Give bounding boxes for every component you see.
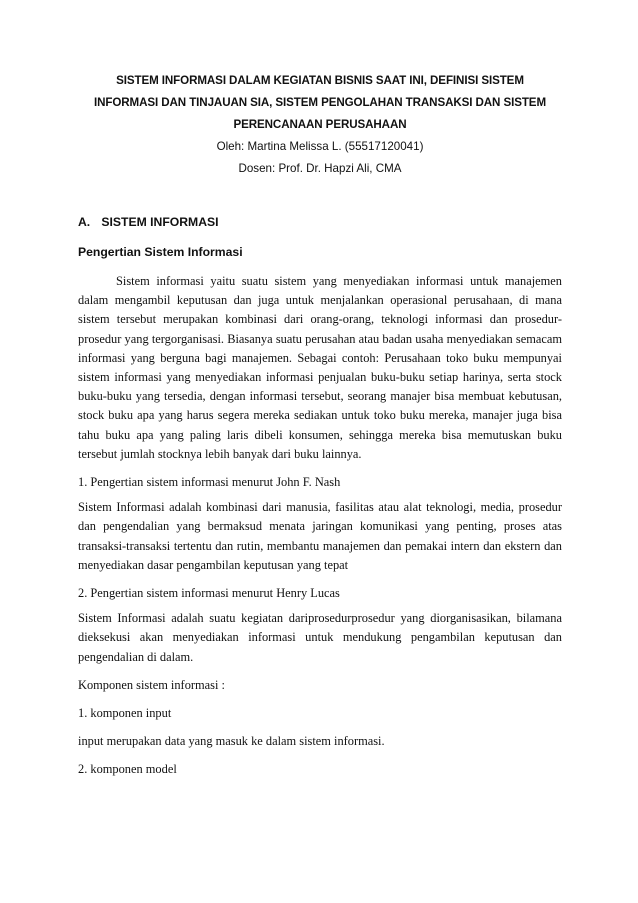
components-heading: Komponen sistem informasi :: [78, 677, 225, 692]
definition-1-text: Sistem Informasi adalah kombinasi dari manusia, fasilitas atau alat teknologi, media, prosedur dan pengendalian yang bermaksud menata jaringan komunikasi yang penting, proses atas transaksi-transaksi tertentu dan rutin, membantu manajemen dan pemakai intern dan ekstern dan menyediakan dasar pengambilan keputusan yang tepat: [78, 500, 562, 572]
subheading: Pengertian Sistem Informasi: [78, 245, 243, 259]
intro-paragraph: Sistem informasi yaitu suatu sistem yang menyediakan informasi untuk manajemen dalam mengambil keputusan dan juga untuk menjalankan operasional perusahaan, di mana sistem tersebut merupakan kombinasi dari orang-orang, teknologi informasi dan prosedur-prosedur yang tergorganisasi. Biasanya suatu perusahan atau badan usaha menyediakan semacam informasi yang berguna bagi manajemen. Sebagai contoh: Perusahaan toko buku mempunyai sistem informasi yang menyediakan informasi penjualan buku-buku setiap harinya, serta stock buku-buku yang tersedia, dengan informasi tersebut, seorang manajer bisa membuat kebutusan, stock buku apa yang harus segera mereka sediakan untuk toko buku mereka, manajer juga bisa tahu buku apa yang paling laris dibeli konsumen, sehingga mereka bisa memutuskan buku tersebut jumlah stocknya lebih banyak dari buku lainnya.: [78, 274, 562, 461]
document-title-line-3: PERENCANAAN PERUSAHAAN: [233, 118, 407, 131]
lecturer-line: Dosen: Prof. Dr. Hapzi Ali, CMA: [238, 162, 402, 175]
section-title: SISTEM INFORMASI: [101, 215, 219, 229]
component-1-text: input merupakan data yang masuk ke dalam sistem informasi.: [78, 734, 385, 749]
component-1-heading: 1. komponen input: [78, 706, 172, 721]
component-2-heading: 2. komponen model: [78, 762, 177, 777]
section-heading: [78, 214, 562, 230]
definition-2-text: Sistem Informasi adalah suatu kegiatan dariprosedurprosedur yang diorganisasikan, bilamana dieksekusi akan menyediakan informasi untuk mendukung pengambilan keputusan dan pengendalian di dalam.: [78, 611, 562, 664]
definition-2-heading: 2. Pengertian sistem informasi menurut Henry Lucas: [78, 586, 340, 601]
document-page: [78, 70, 562, 780]
section-number: A.: [78, 215, 91, 229]
author-line: Oleh: Martina Melissa L. (55517120041): [216, 140, 424, 153]
document-title-line-2: INFORMASI DAN TINJAUAN SIA, SISTEM PENGOLAHAN TRANSAKSI DAN SISTEM: [93, 96, 547, 109]
definition-1-heading: 1. Pengertian sistem informasi menurut John F. Nash: [78, 475, 341, 490]
document-title-line-1: SISTEM INFORMASI DALAM KEGIATAN BISNIS SAAT INI, DEFINISI SISTEM: [116, 74, 524, 87]
